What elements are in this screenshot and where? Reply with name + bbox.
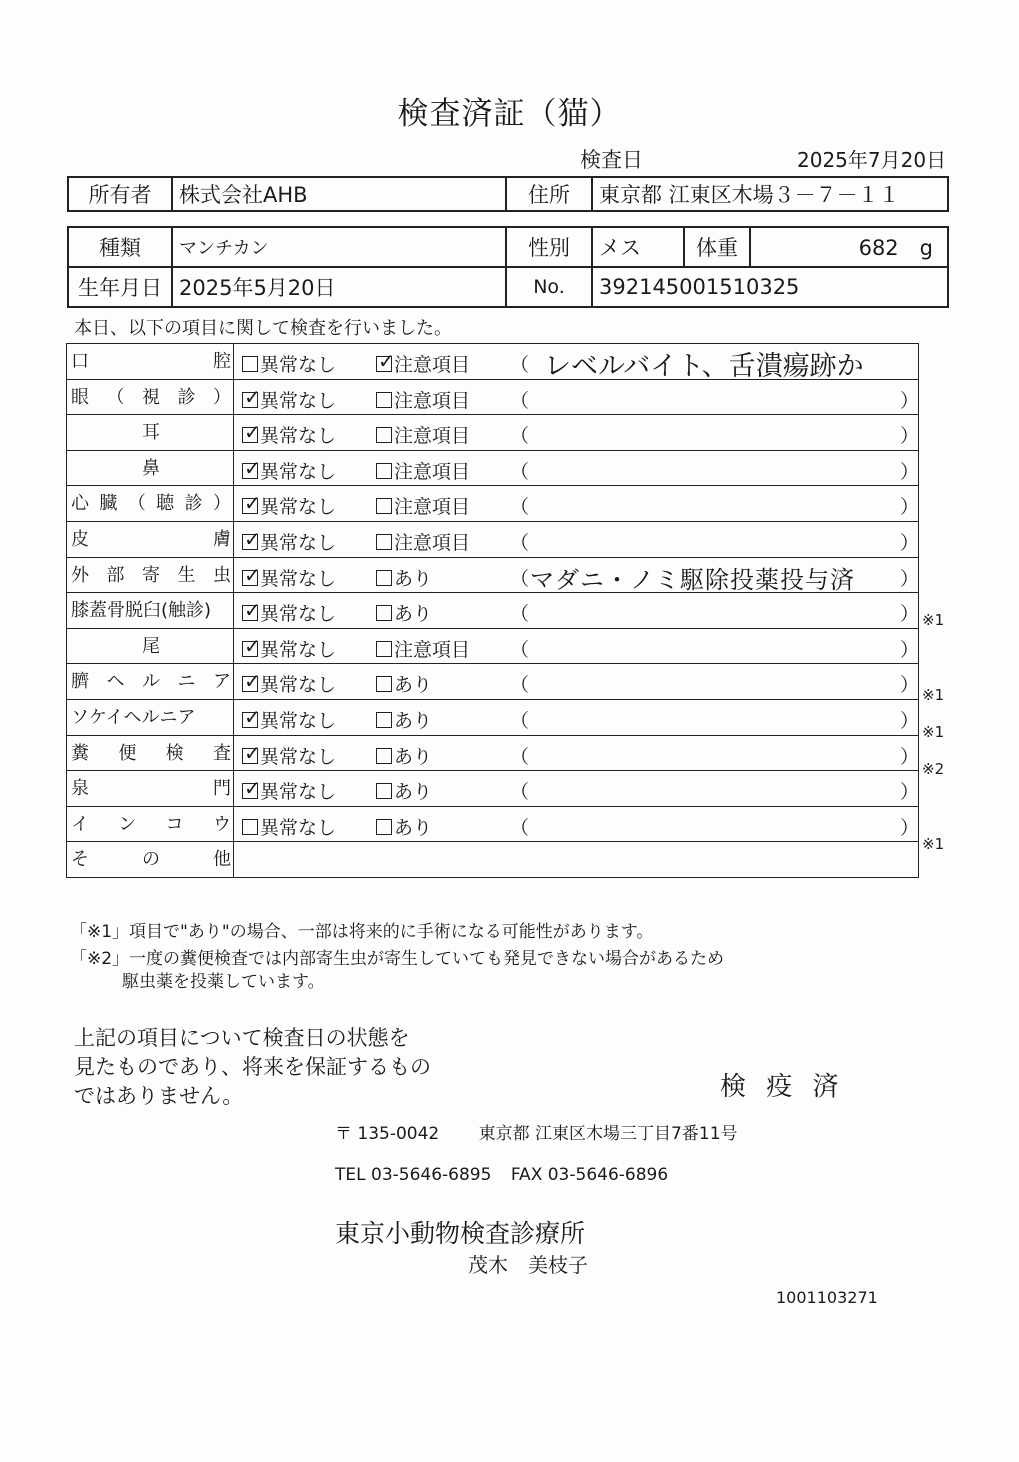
- item-label-wrap: [71, 708, 231, 728]
- paren-left: （: [510, 638, 530, 661]
- option-attention[interactable]: [376, 777, 432, 804]
- checkbox-checked[interactable]: ✓: [244, 633, 261, 658]
- item-cell: [67, 628, 234, 664]
- option-attention-label: あり: [394, 781, 433, 804]
- footnote-mark: ※1: [922, 611, 945, 630]
- owner-label: 所有者: [68, 177, 172, 211]
- option-normal-label: 異常なし: [260, 816, 337, 839]
- options-cell: [234, 593, 919, 629]
- checkbox-checked[interactable]: ✓: [244, 491, 261, 516]
- item-label-wrap: [71, 530, 231, 550]
- option-normal[interactable]: [242, 386, 336, 413]
- item-label-wrap: [71, 352, 231, 372]
- option-normal-label: 異常なし: [260, 354, 337, 376]
- options-cell: [234, 486, 919, 522]
- checklist-row: [67, 806, 919, 842]
- checkbox-checked[interactable]: ✓: [244, 598, 261, 623]
- serial-number: 1001103271: [776, 1288, 878, 1307]
- item-label-wrap: [71, 566, 231, 586]
- checkbox-checked[interactable]: ✓: [244, 562, 261, 587]
- checklist-row: [67, 521, 919, 557]
- checkbox[interactable]: [376, 392, 392, 408]
- paren-right: ）: [900, 496, 920, 519]
- option-normal-label: 異常なし: [260, 496, 337, 519]
- footnote-2: 「※2」一度の糞便検査では内部寄生虫が寄生していても発見できない場合があるため: [70, 949, 725, 969]
- item-label-char: 寄: [142, 564, 160, 586]
- statement-line-1: 上記の項目について検査日の状態を: [74, 1026, 410, 1050]
- paren-right: ）: [900, 816, 920, 839]
- options-cell: [234, 771, 919, 807]
- option-normal[interactable]: [242, 528, 336, 555]
- item-label-char: 部: [106, 564, 125, 586]
- paren-right: ）: [900, 745, 920, 768]
- option-normal[interactable]: [242, 777, 336, 804]
- checklist-row: [67, 593, 919, 629]
- weight-label: 体重: [684, 227, 750, 267]
- paren-left: （: [510, 745, 530, 768]
- item-label-char: （: [127, 493, 146, 515]
- checkbox[interactable]: [376, 463, 392, 479]
- paren-left: （: [510, 354, 530, 376]
- item-label-wrap: [71, 815, 231, 835]
- item-label-char: 検: [165, 742, 184, 764]
- option-attention[interactable]: [376, 564, 432, 591]
- checkbox[interactable]: [242, 356, 258, 372]
- pet-info-table: [67, 226, 949, 308]
- option-attention-label: 注意項目: [394, 496, 471, 519]
- item-label-char: 他: [213, 849, 231, 871]
- item-label-wrap: [71, 779, 231, 799]
- checkbox-checked[interactable]: ✓: [244, 420, 261, 445]
- option-normal[interactable]: [242, 813, 336, 840]
- item-label-wrap: [71, 672, 231, 692]
- option-attention[interactable]: [376, 706, 432, 733]
- checklist-row: [67, 664, 919, 700]
- item-label-char: 診: [184, 493, 203, 515]
- options-cell: [234, 628, 919, 664]
- owner-value: 株式会社AHB: [172, 177, 506, 211]
- checkbox-checked[interactable]: ✓: [244, 669, 261, 694]
- option-normal[interactable]: [242, 457, 336, 484]
- street-address: 東京都 江東区木場三丁目7番11号: [478, 1124, 738, 1144]
- checklist-row: [67, 735, 919, 771]
- checkbox[interactable]: [376, 570, 392, 586]
- option-normal-label: 異常なし: [260, 781, 337, 804]
- option-attention-label: あり: [394, 745, 433, 768]
- item-label-char: 聴: [156, 493, 175, 515]
- paren-right: ）: [900, 638, 920, 661]
- checkbox-checked[interactable]: ✓: [244, 740, 261, 765]
- paren-right: ）: [900, 531, 920, 554]
- item-label-wrap: [71, 459, 231, 479]
- tel-number: TEL 03-5646-6895: [335, 1165, 492, 1185]
- item-label-char: 口: [71, 351, 89, 372]
- item-label-char: ）: [212, 493, 231, 515]
- other-value-cell[interactable]: [234, 842, 919, 878]
- item-label-char: イ: [71, 813, 89, 835]
- option-attention[interactable]: [376, 635, 470, 662]
- item-cell: [67, 842, 234, 878]
- item-cell: [67, 450, 234, 486]
- option-normal-label: 異常なし: [260, 745, 337, 768]
- item-cell: [67, 557, 234, 593]
- checklist-row: [67, 450, 919, 486]
- item-cell: [67, 806, 234, 842]
- paren-right: ）: [900, 781, 920, 804]
- item-cell: [67, 521, 234, 557]
- address-label: 住所: [506, 177, 592, 211]
- option-normal-label: 異常なし: [260, 531, 337, 554]
- statement: [74, 1024, 431, 1111]
- checkbox[interactable]: [376, 641, 392, 657]
- options-cell: [234, 664, 919, 700]
- item-label-char: 臓: [99, 493, 118, 515]
- item-label-wrap: [71, 637, 231, 657]
- postal-code: 〒 135-0042: [335, 1124, 440, 1144]
- item-label-char: 腔: [213, 351, 231, 372]
- paren-left: （: [510, 781, 530, 804]
- item-cell: [67, 379, 234, 415]
- option-normal[interactable]: [242, 670, 336, 697]
- option-attention[interactable]: [376, 492, 470, 519]
- option-normal[interactable]: [242, 742, 336, 769]
- item-label-char: ア: [213, 671, 231, 693]
- options-cell: [234, 521, 919, 557]
- item-label-char: 門: [213, 778, 231, 800]
- item-label-char: 外: [71, 564, 89, 586]
- option-normal[interactable]: [242, 350, 336, 377]
- options-cell: [234, 557, 919, 593]
- no-label: No.: [506, 267, 592, 307]
- option-normal-label: 異常なし: [260, 460, 337, 483]
- dob-label: 生年月日: [68, 267, 172, 307]
- paren-right: ）: [900, 674, 920, 697]
- item-label-char: 便: [118, 742, 137, 764]
- breed-value: マンチカン: [172, 227, 506, 267]
- paren-left: （: [510, 567, 530, 590]
- options-cell: [234, 415, 919, 451]
- owner-table: [67, 176, 949, 212]
- item-cell: [67, 735, 234, 771]
- item-label-char: 虫: [213, 564, 231, 586]
- item-cell: [67, 486, 234, 522]
- vet-name: 茂木 美枝子: [468, 1253, 588, 1277]
- item-label-char: の: [142, 849, 160, 871]
- checklist-row: [67, 415, 919, 451]
- checklist-row: [67, 628, 919, 664]
- page-title: 検査済証（猫）: [397, 96, 622, 132]
- item-label-char: 眼: [71, 386, 89, 408]
- checkbox-checked[interactable]: ✓: [378, 349, 395, 373]
- item-label-char: 生: [177, 564, 196, 586]
- option-attention[interactable]: [376, 742, 432, 769]
- options-cell: [234, 450, 919, 486]
- inspected-stamp: 検 疫 済: [720, 1072, 845, 1102]
- footnote-mark: ※1: [922, 723, 945, 741]
- checkbox[interactable]: [376, 676, 392, 692]
- checkbox-checked[interactable]: ✓: [244, 455, 261, 480]
- checklist-row: [67, 486, 919, 522]
- paren-right: ）: [900, 389, 920, 412]
- item-label-char: 査: [212, 742, 231, 764]
- option-attention-label: 注意項目: [394, 354, 471, 376]
- sex-label: 性別: [506, 227, 592, 267]
- item-label-char: ル: [142, 671, 160, 693]
- option-attention[interactable]: [376, 386, 470, 413]
- item-label-wrap: [71, 423, 231, 443]
- no-value: 392145001510325: [592, 267, 948, 307]
- dob-value: 2025年5月20日: [172, 267, 506, 307]
- options-cell: [234, 806, 919, 842]
- item-label-wrap: [71, 601, 231, 621]
- item-cell: [67, 415, 234, 451]
- footnote-2-cont: 駆虫薬を投薬しています。: [122, 972, 325, 992]
- checkbox[interactable]: [376, 748, 392, 764]
- option-attention-label: あり: [394, 603, 433, 626]
- checklist-row: [67, 344, 919, 380]
- option-attention[interactable]: [376, 813, 432, 840]
- checkbox[interactable]: [376, 783, 392, 799]
- paren-right: ）: [900, 460, 920, 483]
- option-attention-label: 注意項目: [394, 389, 471, 412]
- option-normal[interactable]: [242, 564, 336, 591]
- item-label-wrap: [71, 388, 231, 408]
- option-normal-label: 異常なし: [260, 425, 337, 448]
- breed-label: 種類: [68, 227, 172, 267]
- checkbox[interactable]: [376, 819, 392, 835]
- checklist-table: [66, 343, 919, 878]
- item-cell: [67, 664, 234, 700]
- statement-line-2: 見たものであり、将来を保証するもの: [74, 1055, 431, 1079]
- option-attention[interactable]: [376, 421, 470, 448]
- item-label-wrap: [71, 744, 231, 764]
- checklist-row: [67, 557, 919, 593]
- paren-left: （: [510, 460, 530, 483]
- intro-text: 本日、以下の項目に関して検査を行いました。: [74, 318, 452, 339]
- option-attention[interactable]: [376, 599, 432, 626]
- checkbox-checked[interactable]: ✓: [244, 776, 261, 801]
- option-normal-label: 異常なし: [260, 603, 337, 626]
- paren-left: （: [510, 603, 530, 626]
- item-label: 膝蓋骨脱臼(触診): [71, 600, 212, 622]
- option-normal-label: 異常なし: [260, 389, 337, 412]
- option-normal[interactable]: [242, 635, 336, 662]
- item-cell: [67, 699, 234, 735]
- inspection-date-label: 検査日: [580, 148, 643, 172]
- item-label-char: ）: [213, 386, 231, 408]
- option-normal[interactable]: [242, 706, 336, 733]
- options-cell: [234, 699, 919, 735]
- item-label-char: 糞: [71, 742, 89, 764]
- item-label: 鼻: [142, 457, 160, 479]
- checkbox[interactable]: [376, 498, 392, 514]
- paren-left: （: [510, 389, 530, 412]
- item-label-char: ウ: [212, 813, 231, 835]
- option-normal-label: 異常なし: [260, 638, 337, 661]
- option-attention-label: あり: [394, 816, 433, 839]
- option-attention-label: 注意項目: [394, 531, 471, 554]
- weight-value: 682 g: [750, 227, 948, 267]
- clinic-address: [335, 1119, 738, 1144]
- item-label-char: ニ: [177, 671, 196, 693]
- item-note: レベルバイト、舌潰瘍跡か: [544, 351, 864, 382]
- checklist-row: [67, 379, 919, 415]
- inspection-date: 2025年7月20日: [797, 148, 947, 172]
- item-label-char: コ: [165, 813, 184, 835]
- option-normal[interactable]: [242, 492, 336, 519]
- option-attention-label: あり: [394, 674, 433, 697]
- footnote-mark: ※1: [922, 685, 945, 704]
- checkbox-checked[interactable]: ✓: [244, 526, 261, 551]
- item-label-char: 心: [71, 493, 89, 515]
- paren-right: ）: [900, 425, 920, 448]
- paren-right: ）: [900, 567, 920, 590]
- item-label: ソケイヘルニア: [71, 706, 196, 728]
- options-cell: [234, 735, 919, 771]
- footnote-mark: ※2: [922, 760, 945, 779]
- paren-left: （: [510, 816, 530, 839]
- option-attention[interactable]: [376, 457, 470, 484]
- option-attention-label: 注意項目: [394, 460, 471, 483]
- checkbox-checked[interactable]: ✓: [244, 704, 261, 729]
- checklist-row: [67, 771, 919, 807]
- option-attention-label: あり: [394, 567, 433, 590]
- paren-left: （: [510, 709, 530, 732]
- checkbox[interactable]: [242, 819, 258, 835]
- checklist-row-other: [67, 842, 919, 878]
- item-label-char: ヘ: [106, 671, 125, 693]
- checkbox[interactable]: [376, 427, 392, 443]
- option-normal-label: 異常なし: [260, 709, 337, 732]
- item-label-char: 視: [142, 386, 160, 408]
- address-value: 東京都 江東区木場３－７－１１: [592, 177, 948, 211]
- option-normal-label: 異常なし: [260, 674, 337, 697]
- option-attention-label: 注意項目: [394, 425, 471, 448]
- option-normal-label: 異常なし: [260, 567, 337, 590]
- item-label: 尾: [142, 635, 160, 657]
- item-label-char: 診: [177, 386, 196, 408]
- other-label: [71, 850, 231, 870]
- statement-line-3: ではありません。: [74, 1084, 244, 1108]
- item-label-wrap: [71, 494, 231, 514]
- checkbox-checked[interactable]: ✓: [244, 384, 261, 409]
- item-label-char: そ: [71, 849, 89, 871]
- item-label-char: 泉: [71, 778, 89, 800]
- item-label-char: 膚: [213, 528, 231, 550]
- contact: [335, 1165, 668, 1185]
- option-attention-label: 注意項目: [394, 638, 471, 661]
- item-label-char: 臍: [71, 671, 89, 693]
- options-cell: [234, 379, 919, 415]
- paren-left: （: [510, 425, 530, 448]
- option-normal[interactable]: [242, 421, 336, 448]
- paren-left: （: [510, 496, 530, 519]
- checklist-row: [67, 699, 919, 735]
- item-label-char: 皮: [71, 528, 89, 550]
- option-attention[interactable]: [376, 670, 432, 697]
- paren-left: （: [510, 674, 530, 697]
- checkbox[interactable]: [376, 712, 392, 728]
- clinic-name: 東京小動物検査診療所: [335, 1219, 586, 1248]
- fax-number: FAX 03-5646-6896: [510, 1165, 669, 1185]
- sex-value: メス: [592, 227, 684, 267]
- item-label-char: ン: [118, 813, 137, 835]
- item-note: マダニ・ノミ駆除投薬投与済: [530, 565, 855, 594]
- item-label-char: （: [106, 386, 125, 408]
- footnote-mark: ※1: [922, 834, 945, 853]
- options-cell: [234, 344, 919, 380]
- paren-right: ）: [900, 709, 920, 732]
- item-cell: [67, 771, 234, 807]
- item-label: 耳: [142, 422, 160, 444]
- paren-left: （: [510, 531, 530, 554]
- option-attention-label: あり: [394, 709, 433, 732]
- option-attention[interactable]: [376, 528, 470, 555]
- item-cell: [67, 593, 234, 629]
- option-attention[interactable]: [376, 350, 470, 377]
- footnote-1: 「※1」項目で"あり"の場合、一部は将来的に手術になる可能性があります。: [70, 922, 654, 942]
- checkbox[interactable]: [376, 605, 392, 621]
- item-cell: [67, 344, 234, 380]
- paren-right: ）: [900, 603, 920, 626]
- checkbox[interactable]: [376, 534, 392, 550]
- option-normal[interactable]: [242, 599, 336, 626]
